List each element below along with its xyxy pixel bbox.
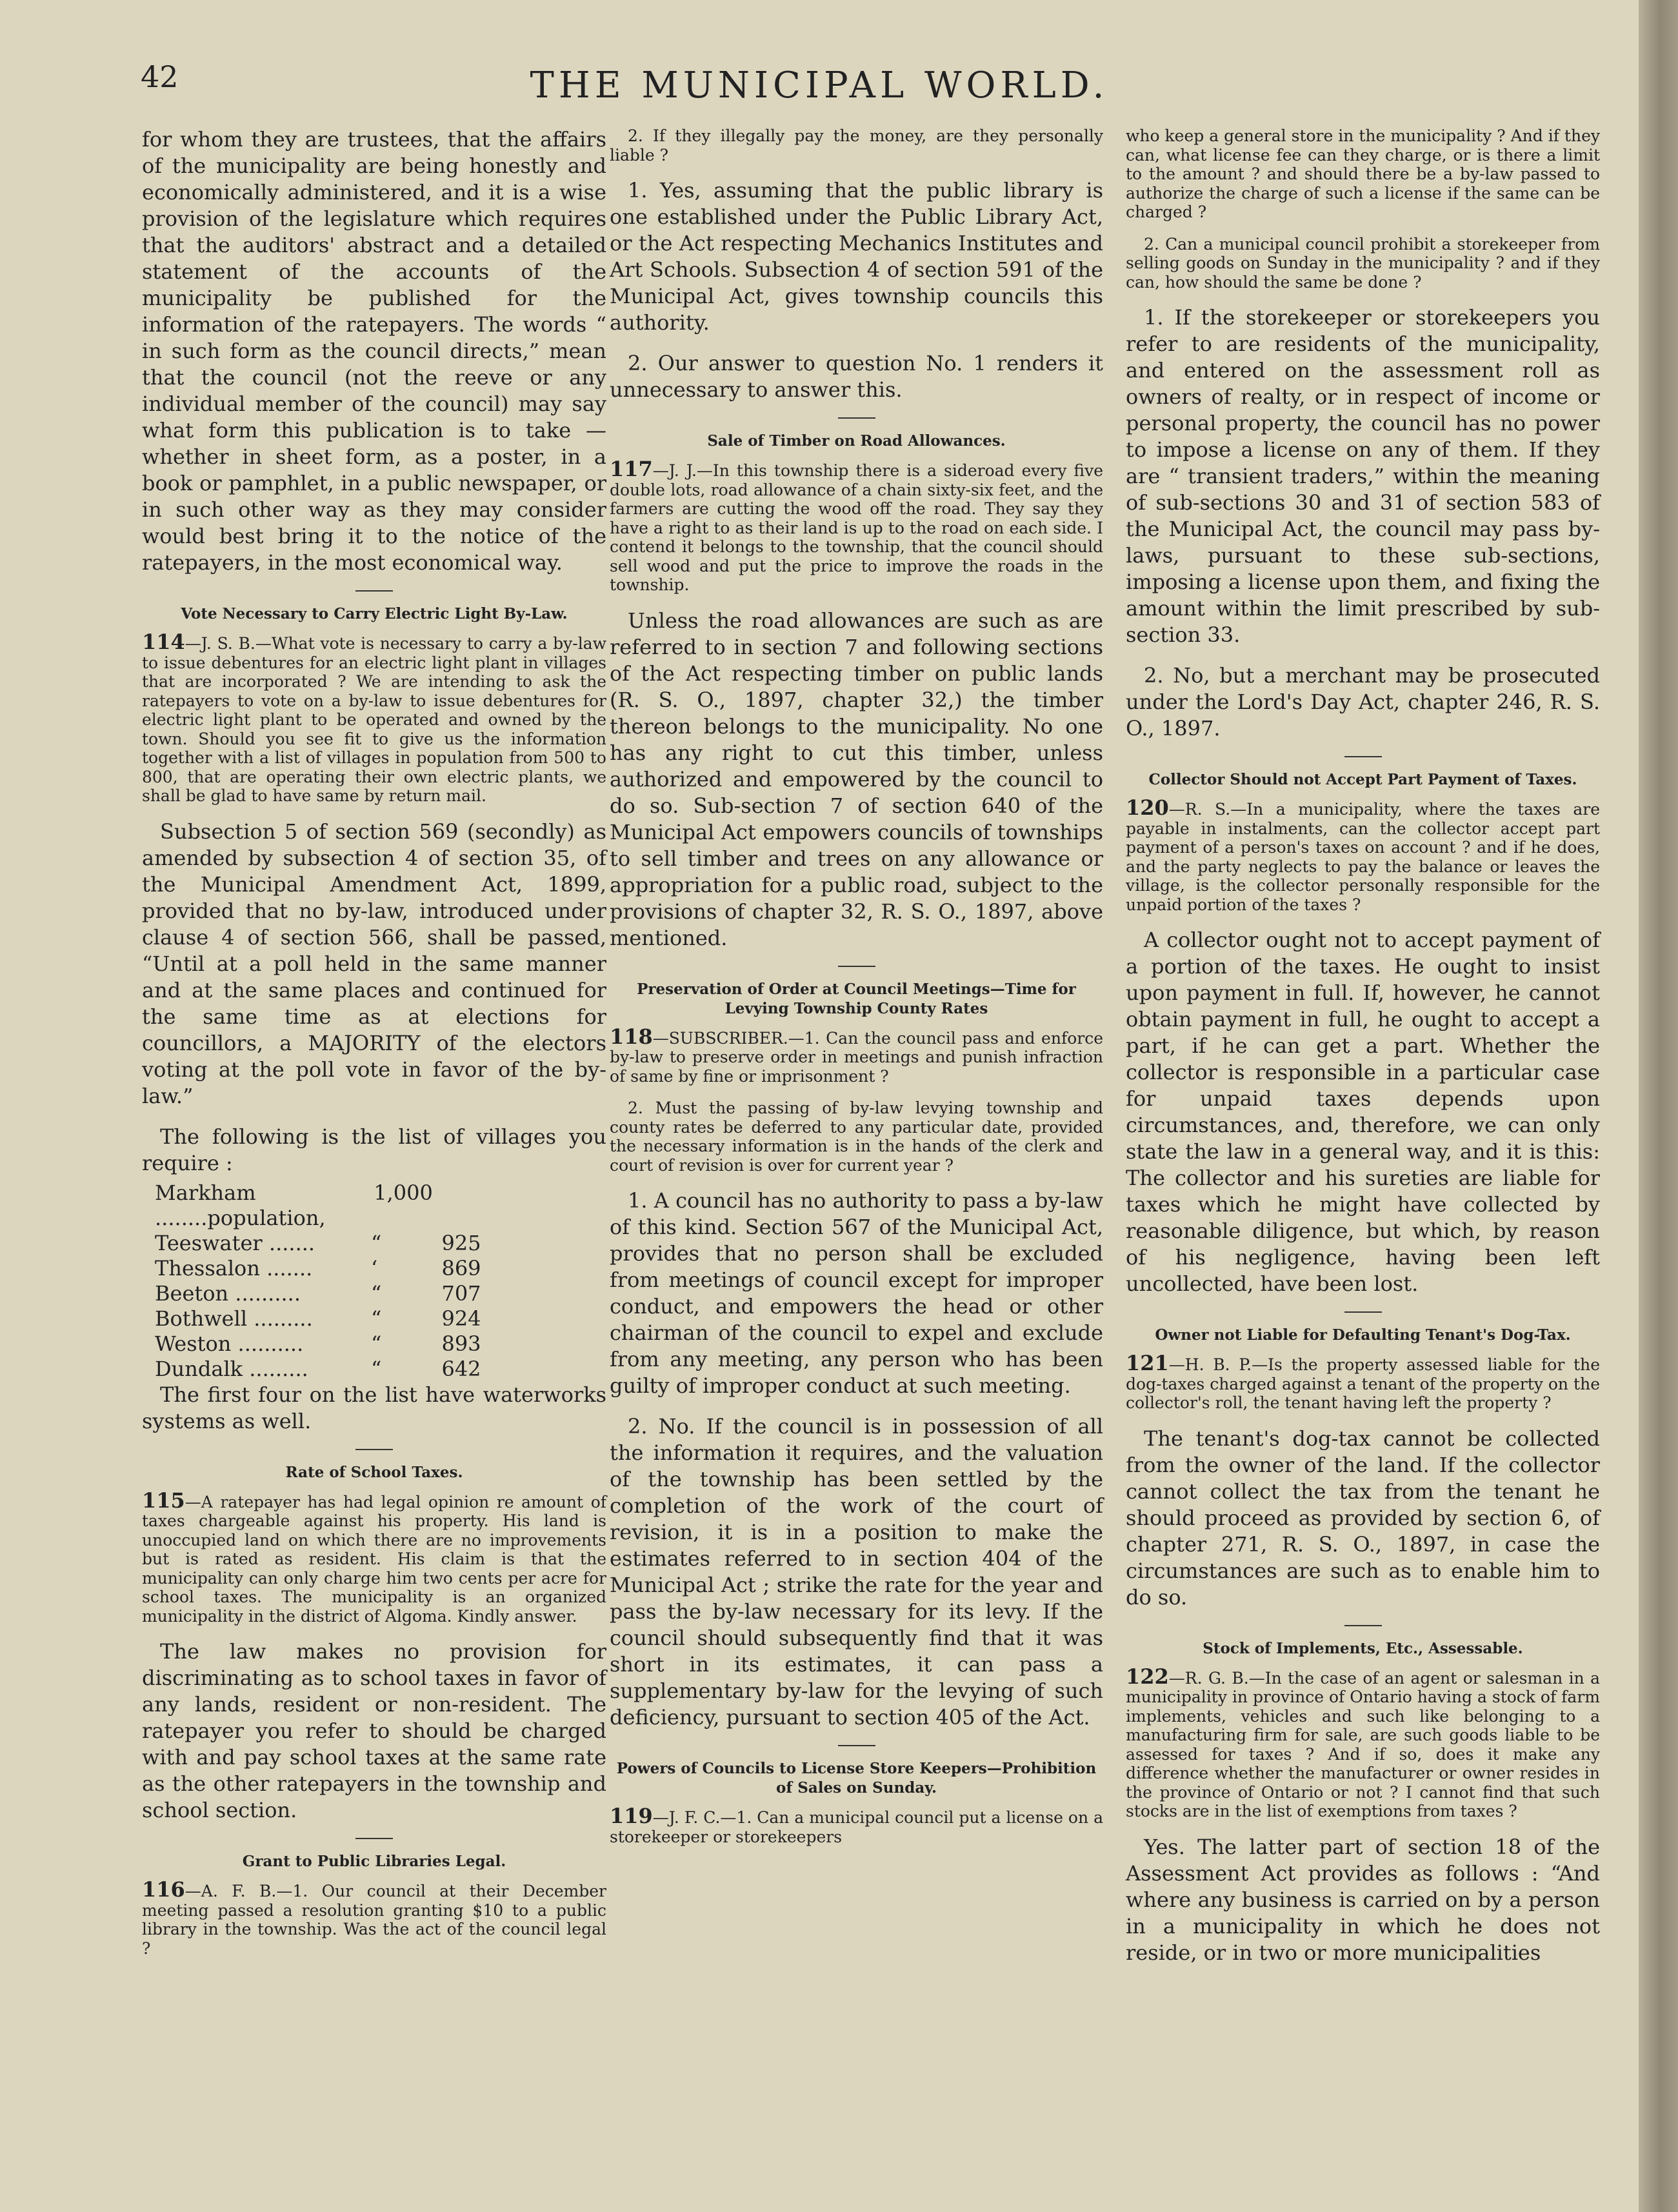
- section-heading: Owner not Liable for Defaulting Tenant's Dog-Tax.: [1155, 1326, 1571, 1344]
- population-value: 893: [441, 1331, 481, 1356]
- answer-paragraph: 2. No. If the council is in possession of all the information it requires, and the valuation of the township has been settled by the completion of the work of the court of revision, it is in a position to make the estimates referred to in section 404 of the Municipal Act ; strike the rate for the year and pass the by-law necessary for its levy. If the council should subsequently find that it was short in its estimates, it can pass a supplementary by-law for the levying of such deficiency, pursuant to section 405 of the Act.: [610, 1414, 1103, 1729]
- question-number: 121: [1126, 1351, 1169, 1375]
- leader-dots: ..........: [237, 1331, 304, 1356]
- leader-dots: .........: [254, 1306, 313, 1331]
- population-value: 925: [441, 1230, 481, 1255]
- section-heading: Sale of Timber on Road Allowances.: [707, 432, 1006, 450]
- section-rule: [1344, 756, 1382, 757]
- population-value: 869: [441, 1255, 481, 1280]
- question-number: 119: [610, 1804, 653, 1828]
- ditto-mark: ‘: [371, 1255, 378, 1280]
- population-value: 924: [441, 1306, 481, 1331]
- answer-paragraph: The tenant's dog-tax cannot be collected from the owner of the land. If the collector cannot collect the tax from the tenant he should proceed as provided by section 6, of chapter 271, R. S. O., 1897, in case the circumstances are such as to enable him to do so.: [1126, 1426, 1600, 1609]
- section-heading: Powers of Councils to License Store Keepers—Prohibition of Sales on Sunday.: [616, 1760, 1097, 1797]
- village-name: Thessalon: [155, 1255, 260, 1280]
- question-number: 115: [142, 1488, 185, 1513]
- question-number: 114: [142, 630, 185, 654]
- answer-paragraph: Yes. The latter part of section 18 of the Assessment Act provides as follows : “And where any business is carried on by a person in a municipality in which he does not reside, or in two or more municipalities: [1126, 1834, 1600, 1965]
- section-rule: [838, 1745, 875, 1746]
- answer-paragraph: 1. Yes, assuming that the public library is one established under the Public Library Act, or the Act respecting Mechanics Institutes and Art Schools. Subsection 4 of section 591 of the Municipal Act, gives township councils this authority.: [610, 178, 1103, 335]
- question-text: 2. Can a municipal council prohibit a storekeeper from selling goods on Sunday in the municipality ? and if they can, how should the same be done ?: [1126, 234, 1600, 292]
- village-row: [155, 1306, 606, 1331]
- leader-dots: .........: [249, 1356, 308, 1381]
- ditto-mark: “: [371, 1230, 382, 1255]
- village-name: Beeton: [155, 1280, 229, 1306]
- section-rule: [355, 1838, 393, 1839]
- section-heading: Rate of School Taxes.: [285, 1463, 463, 1481]
- question-text: —J. J.—In this township there is a sideroad every five double lots, road allowance of a chain sixty-six feet, and the farmers are cutting the wood off the road. They say they have a right to as their land is up to the road on each side. I contend it belongs to the township, that the council should sell wood and put the price to improve the roads in the township.: [610, 461, 1103, 594]
- question-number: 122: [1126, 1664, 1169, 1689]
- answer-paragraph: 1. If the storekeeper or storekeepers you refer to are residents of the municipality, and entered on the assessment roll as owners of realty, or in respect of income or personal property, the council has no power to impose a license on any of them. If they are “ transient traders,” within the meaning of sub-sections 30 and 31 of section 583 of the Municipal Act, the council may pass by-laws, pursuant to these sub-sections, imposing a license upon them, and fixing the amount within the limit prescribed by sub-section 33.: [1126, 305, 1600, 647]
- question-text: 2. Must the passing of by-law levying township and county rates be deferred to any particular date, provided the necessary information is in the hands of the clerk and court of revision is over for current year ?: [610, 1099, 1103, 1175]
- section-heading: Collector Should not Accept Part Payment of Taxes.: [1148, 771, 1577, 788]
- village-row: [155, 1231, 606, 1256]
- leader-dots: .......: [266, 1255, 313, 1280]
- column-left: [142, 126, 606, 1971]
- section-rule: [1344, 1625, 1382, 1626]
- question-text: who keep a general store in the municipality ? And if they can, what license fee can they charge, or is there a limit to the amount ? and should there be a by-law passed to authorize the charge of such a license if the same can be charged ?: [1126, 126, 1600, 221]
- question-text: —J. S. B.—What vote is necessary to carry a by-law to issue debentures for an electric light plant in villages that are incorporated ? We are intending to ask the ratepayers to vote on a by-law to issue debentures for electric light plant to be operated and owned by the town. Should you see fit to give us the information together with a list of villages in population from 500 to 800, that are operating their own electric plants, we shall be glad to have same by return mail.: [142, 634, 606, 805]
- question-117: [610, 457, 1103, 595]
- section-heading: Vote Necessary to Carry Electric Light By-Law.: [181, 605, 568, 623]
- question-text: —A ratepayer has had legal opinion re amount of taxes chargeable against his property. His land is unoccupied land on which there are no improvements but is rated as resident. His claim is that the municipality can only charge him two cents per acre for school taxes. The municipality is an organized municipality in the district of Algoma. Kindly answer.: [142, 1492, 606, 1626]
- question-text: 2. If they illegally pay the money, are they personally liable ?: [610, 126, 1103, 164]
- question-text: —SUBSCRIBER.—1. Can the council pass and enforce by-law to preserve order in meetings and punish infraction of same by fine or imprisonment ?: [610, 1028, 1103, 1086]
- village-row: [155, 1281, 606, 1306]
- village-row: [155, 1256, 606, 1281]
- village-name: Teeswater: [155, 1230, 263, 1255]
- population-value: 642: [441, 1356, 481, 1381]
- population-value: 707: [441, 1280, 481, 1306]
- leader-dots: .......: [268, 1230, 315, 1255]
- question-text: —A. F. B.—1. Our council at their December meeting passed a resolution granting $10 to a public library in the township. Was the act of the council legal ?: [142, 1882, 606, 1958]
- answer-paragraph: 2. Our answer to question No. 1 renders it unnecessary to answer this.: [610, 351, 1103, 402]
- question-120: [1126, 795, 1600, 914]
- section-heading: Stock of Implements, Etc., Assessable.: [1203, 1639, 1523, 1657]
- population-label: population,: [207, 1205, 326, 1230]
- question-text: —H. B. P.—Is the property assessed liable for the dog-taxes charged against a tenant of the property on the collector's roll, the tenant having left the property ?: [1126, 1355, 1600, 1412]
- question-text: —R. S.—In a municipality, where the taxes are payable in instalments, can the collector accept part payment of a person's taxes on account ? and if he does, and the party neglects to pay the balance or leaves the village, is the collector personally responsible for the unpaid portion of the taxes ?: [1126, 800, 1600, 914]
- column-right: [1126, 126, 1600, 1980]
- question-number: 116: [142, 1877, 185, 1902]
- village-name: Weston: [155, 1331, 232, 1356]
- question-118: [610, 1024, 1103, 1086]
- section-rule: [355, 1449, 393, 1450]
- village-list: [142, 1181, 606, 1382]
- section-rule: [838, 966, 875, 967]
- question-number: 120: [1126, 795, 1169, 820]
- question-text: —R. G. B.—In the case of an agent or salesman in a municipality in province of Ontario having a stock of farm implements, vehicles and such like belonging to a manufacturing firm for sale, are such goods liable to be assessed for taxes ? And if so, does it make any difference whether the manufacturer or owner resides in the province of Ontario or not ? I cannot find that such stocks are in the list of exemptions from taxes ?: [1126, 1668, 1600, 1820]
- section-rule: [355, 590, 393, 592]
- page-edge: [1639, 0, 1678, 2212]
- village-name: Dundalk: [155, 1356, 243, 1381]
- answer-paragraph: The first four on the list have waterworks systems as well.: [142, 1382, 606, 1433]
- question-121: [1126, 1351, 1600, 1413]
- question-122: [1126, 1664, 1600, 1821]
- question-116: [142, 1877, 606, 1958]
- village-row: [155, 1181, 606, 1231]
- village-row: [155, 1357, 606, 1382]
- village-name: Markham: [155, 1180, 256, 1205]
- paragraph: for whom they are trustees, that the affairs of the municipality are being honestly and economically administered, and it is a wise provision of the legislature which requires that the auditors' abstract and a detailed statement of the accounts of the municipality be published for the information of the ratepayers. The words “ in such form as the council directs,” mean that the council (not the reeve or any individual member of the council) may say what form this publication is to take — whether in sheet form, as a poster, in a book or pamphlet, in a public newspaper, or in such other way as they may consider would best bring it to the notice of the ratepayers, in the most economical way.: [142, 127, 606, 575]
- answer-paragraph: 2. No, but a merchant may be prosecuted under the Lord's Day Act, chapter 246, R. S. O., 1897.: [1126, 663, 1600, 741]
- answer-paragraph: Unless the road allowances are such as are referred to in section 7 and following sections of the Act respecting timber on public lands (R. S. O., 1897, chapter 32,) the timber thereon belongs to the municipality. No one has any right to cut this timber, unless authorized and empowered by the council to do so. Sub-section 7 of section 640 of the Municipal Act empowers councils of townships to sell timber and trees on any allowance or appropriation for a public road, subject to the provisions of chapter 32, R. S. O., 1897, above mentioned.: [610, 608, 1103, 950]
- question-115: [142, 1488, 606, 1626]
- answer-paragraph: 1. A council has no authority to pass a by-law of this kind. Section 567 of the Municipal Act, provides that no person shall be excluded from meetings of council except for improper conduct, and empowers the head or other chairman of the council to expel and exclude from any meeting, any person who has been guilty of improper conduct at such meeting.: [610, 1188, 1103, 1398]
- question-114: [142, 630, 606, 806]
- answer-paragraph: Subsection 5 of section 569 (secondly) as amended by subsection 4 of section 35, of the Municipal Amendment Act, 1899, provided that no by-law, introduced under clause 4 of section 566, shall be passed, “Until at a poll held in the same manner and at the same places and continued for the same time as at elections for councillors, a MAJORITY of the electors voting at the poll vote in favor of the by-law.”: [142, 819, 606, 1108]
- section-heading: Preservation of Order at Council Meetings—Time for Levying Township County Rates: [637, 980, 1076, 1017]
- population-value: 1,000: [374, 1180, 433, 1205]
- section-rule: [838, 417, 875, 419]
- ditto-mark: “: [371, 1306, 382, 1331]
- question-119: [610, 1804, 1103, 1846]
- page-number: 42: [141, 59, 179, 94]
- answer-paragraph: A collector ought not to accept payment of a portion of the taxes. He ought to insist upon payment in full. If, however, he cannot obtain payment in full, he ought to accept a part, if he can get a part. Whether the collector is responsible in a particular case for unpaid taxes depends upon circumstances, and, therefore, we can only state the law in a general way, and it is this: The collector and his sureties are liable for taxes which he might have collected by reasonable diligence, but which, by reason of his negligence, having been left uncollected, have been lost.: [1126, 928, 1600, 1296]
- section-rule: [1344, 1311, 1382, 1313]
- ditto-mark: “: [371, 1356, 382, 1381]
- masthead-title: THE MUNICIPAL WORLD.: [530, 65, 1109, 106]
- village-name: Bothwell: [155, 1306, 248, 1331]
- column-middle: [610, 126, 1103, 1859]
- section-heading: Grant to Public Libraries Legal.: [242, 1853, 506, 1870]
- ditto-mark: “: [371, 1280, 382, 1306]
- village-row: [155, 1331, 606, 1357]
- question-number: 118: [610, 1024, 653, 1049]
- answer-paragraph: The law makes no provision for discriminating as to school taxes in favor of any lands, resident or non-resident. The ratepayer you refer to should be charged with and pay school taxes at the same rate as the other ratepayers in the township and school section.: [142, 1639, 606, 1822]
- question-text: —J. F. C.—1. Can a municipal council put a license on a storekeeper or storekeepers: [610, 1808, 1103, 1846]
- leader-dots: ..........: [235, 1280, 301, 1306]
- ditto-mark: “: [371, 1331, 382, 1356]
- answer-paragraph: The following is the list of villages you require :: [142, 1124, 606, 1175]
- question-number: 117: [610, 457, 653, 481]
- leader-dots: ........: [155, 1205, 208, 1230]
